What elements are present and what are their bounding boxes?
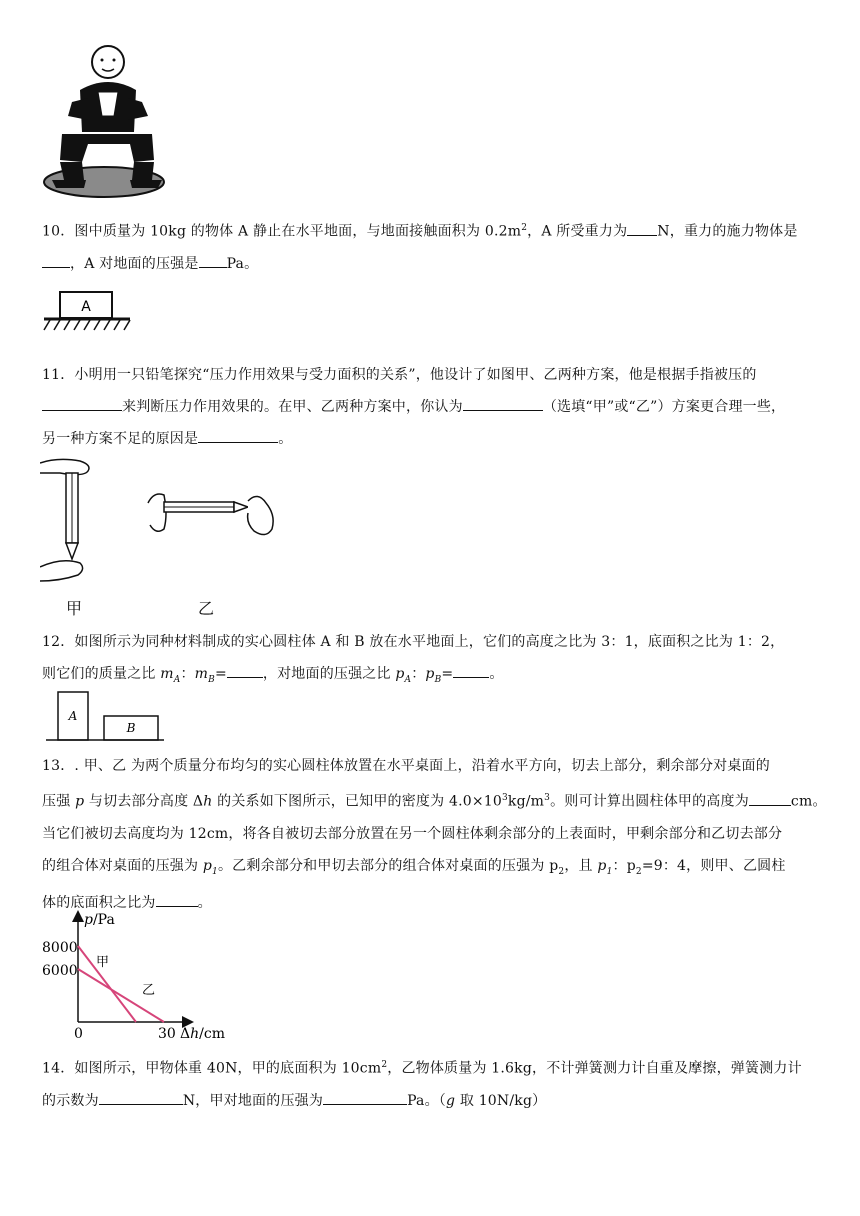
q13-text: 体的底面积之比为 bbox=[42, 895, 156, 912]
answer-blank[interactable] bbox=[156, 890, 198, 907]
q14-text-4: N，甲对地面的压强为 bbox=[182, 1092, 324, 1109]
q13-text: ：p bbox=[612, 857, 636, 874]
q10-text-1: 10．图中质量为 10kg 的物体 A 静止在水平地面，与地面接触面积为 0.2m bbox=[42, 223, 522, 240]
q13-var-p1: p bbox=[202, 857, 213, 874]
q12-mB: m bbox=[194, 666, 209, 682]
answer-blank[interactable] bbox=[227, 661, 263, 678]
q10-text-2: ，A 所受重力为 bbox=[527, 223, 628, 240]
q10-text-3: N，重力的施力物体是 bbox=[657, 223, 798, 240]
series-label-jia: 甲 bbox=[96, 955, 110, 970]
q12-eq: = bbox=[214, 666, 227, 682]
figure-seated-person bbox=[42, 40, 172, 200]
q13-text: cm。 bbox=[790, 793, 827, 810]
q14-text-1: 14．如图所示，甲物体重 40N，甲的底面积为 10cm bbox=[42, 1060, 382, 1077]
q14-text-5: Pa。（ bbox=[407, 1092, 447, 1109]
q12-mA: m bbox=[160, 666, 174, 682]
q12-text-4: 。 bbox=[489, 666, 504, 682]
q14-text-3: 的示数为 bbox=[42, 1092, 99, 1109]
answer-blank[interactable] bbox=[749, 789, 791, 806]
q12-subB-2: B bbox=[434, 674, 442, 685]
series-label-yi: 乙 bbox=[142, 983, 156, 998]
q13-sub: 2 bbox=[558, 866, 565, 877]
q11-text-4: 另一种方案不足的原因是 bbox=[42, 431, 199, 447]
x-tick-30: 30 bbox=[158, 1026, 176, 1042]
q12-text-1: 12．如图所示为同种材料制成的实心圆柱体 A 和 B 放在水平地面上，它们的高度之比为 3：1，底面积之比为 1：2， bbox=[42, 634, 785, 650]
q12-pB: p bbox=[425, 666, 435, 682]
q13-sub: 1 bbox=[606, 866, 613, 877]
q10-sup: 2 bbox=[521, 223, 528, 233]
question-13 bbox=[42, 750, 827, 919]
q12-colon-2: ： bbox=[411, 666, 426, 682]
q12-colon: ： bbox=[180, 666, 195, 682]
answer-blank[interactable] bbox=[453, 661, 489, 678]
q13-var-p: p bbox=[75, 793, 85, 810]
answer-blank[interactable] bbox=[627, 219, 657, 236]
answer-blank[interactable] bbox=[42, 394, 122, 411]
answer-blank[interactable] bbox=[198, 426, 278, 443]
x-axis-label: Δh/cm bbox=[180, 1026, 225, 1042]
q13-text: 压强 bbox=[42, 793, 76, 810]
q10-text-5: Pa。 bbox=[226, 255, 259, 272]
q13-var-h: h bbox=[203, 793, 213, 810]
q14-var-g: g bbox=[446, 1092, 456, 1109]
figure-block-on-ground bbox=[42, 288, 134, 338]
answer-blank[interactable] bbox=[323, 1088, 407, 1105]
q13-text: 与切去部分高度 Δ bbox=[84, 793, 204, 810]
q14-text-2: ，乙物体质量为 1.6kg，不计弹簧测力计自重及摩擦，弹簧测力计 bbox=[387, 1060, 802, 1077]
q13-sup: 3 bbox=[501, 793, 508, 803]
q13-text: 。则可计算出圆柱体甲的高度为 bbox=[550, 793, 749, 810]
y-axis-label: p/Pa bbox=[84, 912, 115, 928]
block-label-a: A bbox=[81, 299, 91, 315]
answer-blank[interactable] bbox=[42, 251, 70, 268]
question-12 bbox=[42, 626, 822, 696]
answer-blank[interactable] bbox=[199, 251, 227, 268]
q13-text: =9：4，则甲、乙圆柱 bbox=[641, 857, 786, 874]
q13-text: 。 bbox=[197, 895, 212, 912]
q13-text: 。乙剩余部分和甲切去部分的组合体对桌面的压强为 p bbox=[217, 857, 559, 874]
x-tick-0: 0 bbox=[74, 1026, 83, 1042]
q13-sub: 2 bbox=[635, 866, 642, 877]
y-tick-8000: 8000 bbox=[42, 940, 78, 956]
q12-text-3: ，对地面的压强之比 bbox=[262, 666, 396, 682]
q13-line-3: 当它们被切去高度均为 12cm，将各自被切去部分放置在另一个圆柱体剩余部分的上表面时，甲剩余部分和乙切去部分 bbox=[42, 825, 783, 842]
q13-var-p1b: p bbox=[597, 857, 607, 874]
q13-pressure-chart bbox=[40, 908, 236, 1046]
q13-text: 的关系如下图所示，已知甲的密度为 4.0×10 bbox=[212, 793, 502, 810]
q13-line-1: 13．. 甲、乙 为两个质量分布均匀的实心圆柱体放置在水平桌面上，沿着水平方向，切去上部分，剩余部分对桌面的 bbox=[42, 758, 770, 774]
q12-subB: B bbox=[208, 674, 215, 685]
figure-label-yi: 乙 bbox=[198, 599, 215, 618]
cylinder-label-a: A bbox=[68, 709, 78, 723]
q12-text-2: 则它们的质量之比 bbox=[42, 666, 161, 682]
y-tick-6000: 6000 bbox=[42, 963, 78, 979]
q11-text-3: （选填“甲”或“乙”）方案更合理一些， bbox=[542, 399, 786, 415]
figure-cylinders-ab bbox=[42, 688, 166, 744]
q13-text: 的组合体对桌面的压强为 bbox=[42, 857, 203, 874]
q12-eq-2: = bbox=[441, 666, 454, 682]
q12-pA: p bbox=[395, 666, 405, 682]
figure-label-jia: 甲 bbox=[66, 599, 83, 618]
q11-text-2: 来判断压力作用效果的。在甲、乙两种方案中，你认为 bbox=[122, 399, 463, 415]
answer-blank[interactable] bbox=[99, 1088, 183, 1105]
q13-sub: 1 bbox=[212, 866, 218, 877]
q13-text: ，且 bbox=[564, 857, 598, 874]
q13-text: kg/m bbox=[507, 793, 545, 810]
question-14 bbox=[42, 1049, 822, 1117]
q10-text-4: ，A 对地面的压强是 bbox=[70, 255, 199, 272]
q11-text-1: 11．小明用一只铅笔探究“压力作用效果与受力面积的关系”，他设计了如图甲、乙两种方案，他是根据手指被压的 bbox=[42, 367, 757, 383]
question-11 bbox=[42, 359, 822, 455]
q14-sup: 2 bbox=[381, 1060, 388, 1070]
question-10 bbox=[42, 212, 822, 280]
q13-sup: 3 bbox=[544, 793, 551, 803]
q12-subA: A bbox=[173, 674, 181, 685]
q11-text-5: 。 bbox=[278, 431, 293, 447]
q12-subA-2: A bbox=[404, 674, 412, 685]
cylinder-label-b: B bbox=[126, 721, 136, 735]
figure-pencil-fingers bbox=[40, 455, 290, 595]
q14-text-6: 取 10N/kg） bbox=[455, 1092, 547, 1109]
answer-blank[interactable] bbox=[463, 394, 543, 411]
